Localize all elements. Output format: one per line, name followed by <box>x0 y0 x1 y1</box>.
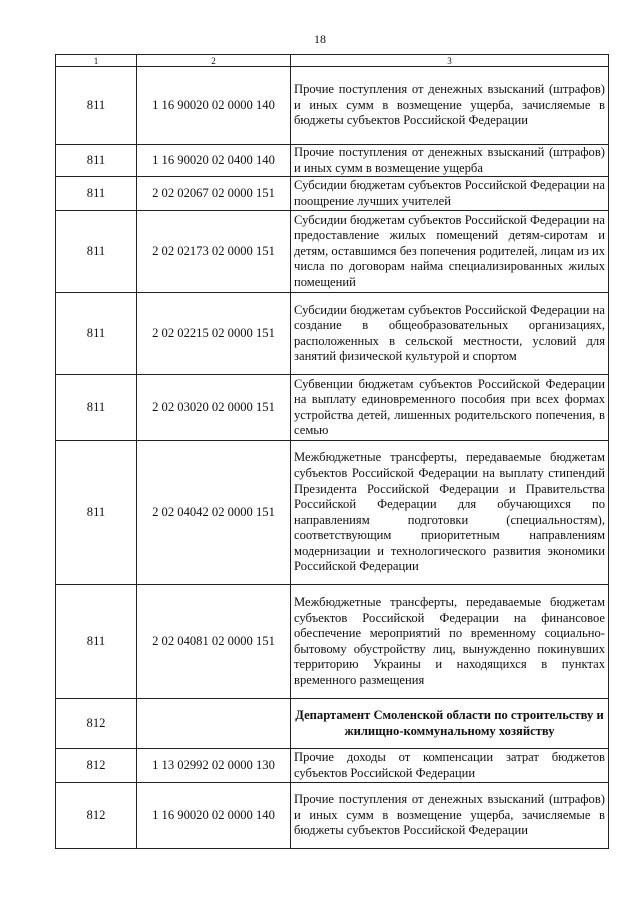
table-row <box>56 145 609 177</box>
table-row <box>56 211 609 293</box>
admin-code-cell: 811 <box>56 293 137 375</box>
revenue-code-cell: 2 02 03020 02 0000 151 <box>137 375 291 441</box>
admin-code-cell: 811 <box>56 145 137 177</box>
revenue-code-cell: 1 13 02992 02 0000 130 <box>137 749 291 783</box>
table-header-row <box>56 55 609 67</box>
admin-code-cell: 812 <box>56 699 137 749</box>
table-row <box>56 375 609 441</box>
revenue-name-cell: Межбюджетные трансферты, передаваемые бюджетам субъектов Российской Федерации на финансовое обеспечение мероприятий по временному социально-бытовому обустройству лиц, вынужденно покинувших территорию Украины и находящихся в пунктах временного размещения <box>291 585 609 699</box>
revenue-name-cell: Субсидии бюджетам субъектов Российской Федерации на создание в общеобразовательных организациях, расположенных в сельской местности, условий для занятий физической культурой и спортом <box>291 293 609 375</box>
department-title-cell: Департамент Смоленской области по строительству и жилищно-коммунальному хозяйству <box>291 699 609 749</box>
revenue-code-cell: 2 02 02173 02 0000 151 <box>137 211 291 293</box>
table-row-department <box>56 699 609 749</box>
admin-code-cell: 811 <box>56 211 137 293</box>
table-row <box>56 293 609 375</box>
revenue-code-cell: 2 02 02067 02 0000 151 <box>137 177 291 211</box>
header-col-1: 1 <box>56 55 137 67</box>
revenue-code-cell: 2 02 02215 02 0000 151 <box>137 293 291 375</box>
table-row <box>56 441 609 585</box>
header-col-2: 2 <box>137 55 291 67</box>
revenue-codes-table <box>55 54 609 849</box>
table-row <box>56 67 609 145</box>
revenue-code-cell: 1 16 90020 02 0400 140 <box>137 145 291 177</box>
revenue-code-cell: 1 16 90020 02 0000 140 <box>137 67 291 145</box>
revenue-name-cell: Прочие поступления от денежных взысканий (штрафов) и иных сумм в возмещение ущерба, зачисляемые в бюджеты субъектов Российской Федерации <box>291 67 609 145</box>
admin-code-cell: 812 <box>56 749 137 783</box>
revenue-name-cell: Субсидии бюджетам субъектов Российской Федерации на поощрение лучших учителей <box>291 177 609 211</box>
revenue-code-cell <box>137 699 291 749</box>
revenue-name-cell: Прочие доходы от компенсации затрат бюджетов субъектов Российской Федерации <box>291 749 609 783</box>
revenue-name-cell: Субвенции бюджетам субъектов Российской Федерации на выплату единовременного пособия при всех формах устройства детей, лишенных родительского попечения, в семью <box>291 375 609 441</box>
admin-code-cell: 811 <box>56 177 137 211</box>
revenue-code-cell: 2 02 04081 02 0000 151 <box>137 585 291 699</box>
table-row <box>56 177 609 211</box>
revenue-name-cell: Прочие поступления от денежных взысканий (штрафов) и иных сумм в возмещение ущерба <box>291 145 609 177</box>
revenue-name-cell: Субсидии бюджетам субъектов Российской Федерации на предоставление жилых помещений детям-сиротам и детям, оставшимся без попечения родителей, лицам из их числа по договорам найма специализированных жилых помещений <box>291 211 609 293</box>
admin-code-cell: 811 <box>56 441 137 585</box>
revenue-code-cell: 2 02 04042 02 0000 151 <box>137 441 291 585</box>
header-col-3: 3 <box>291 55 609 67</box>
table-row <box>56 585 609 699</box>
page-number: 18 <box>314 32 326 46</box>
admin-code-cell: 811 <box>56 67 137 145</box>
revenue-name-cell: Межбюджетные трансферты, передаваемые бюджетам субъектов Российской Федерации на выплату стипендий Президента Российской Федерации и Правительства Российской Федерации для обучающихся по направлениям подготовки (специальностям), соответствующим приоритетным направлениям модернизации и технологического развития экономики Российской Федерации <box>291 441 609 585</box>
admin-code-cell: 811 <box>56 375 137 441</box>
revenue-name-cell: Прочие поступления от денежных взысканий (штрафов) и иных сумм в возмещение ущерба, зачисляемые в бюджеты субъектов Российской Федерации <box>291 783 609 849</box>
revenue-code-cell: 1 16 90020 02 0000 140 <box>137 783 291 849</box>
admin-code-cell: 812 <box>56 783 137 849</box>
table-row <box>56 783 609 849</box>
admin-code-cell: 811 <box>56 585 137 699</box>
table-row <box>56 749 609 783</box>
